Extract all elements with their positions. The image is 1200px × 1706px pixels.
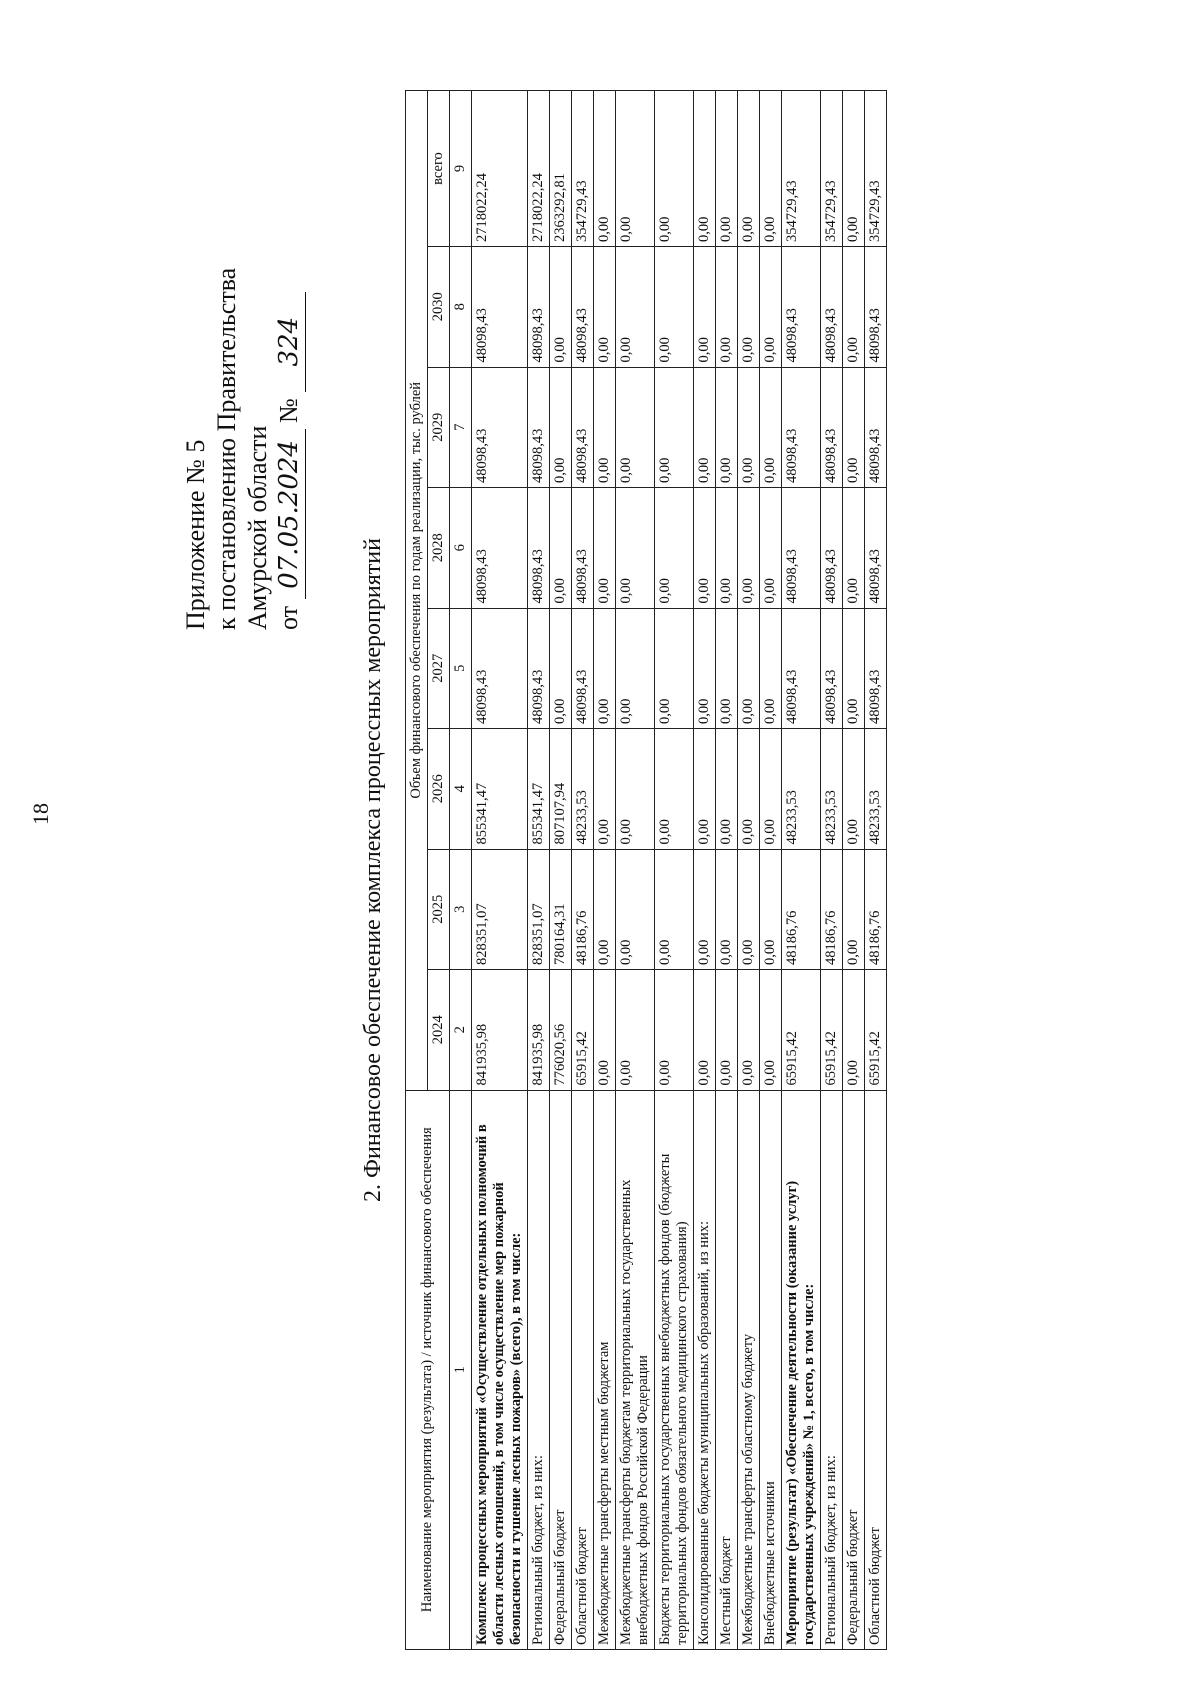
- value-cell: 855341,47: [528, 729, 550, 850]
- row-name-cell: Местный бюджет: [716, 1090, 738, 1649]
- value-cell: 2718022,24: [472, 91, 528, 247]
- value-cell: 48098,43: [472, 247, 528, 368]
- value-cell: 48098,43: [782, 488, 821, 609]
- value-cell: 0,00: [760, 970, 782, 1091]
- value-cell: 48098,43: [572, 608, 594, 729]
- table-row: [843, 91, 865, 1650]
- year-header-cell: 2026: [428, 729, 450, 850]
- value-cell: 0,00: [594, 970, 616, 1091]
- value-cell: 48186,76: [821, 849, 843, 970]
- value-cell: 0,00: [716, 367, 738, 488]
- value-cell: 0,00: [655, 488, 694, 609]
- row-name-cell: Федеральный бюджет: [550, 1090, 572, 1649]
- table-row: [616, 91, 655, 1650]
- row-name-cell: Консолидированные бюджеты муниципальных образований, из них:: [694, 1090, 716, 1649]
- value-cell: 0,00: [594, 488, 616, 609]
- value-cell: 0,00: [694, 488, 716, 609]
- column-number-cell: 5: [450, 608, 472, 729]
- value-cell: 48098,43: [821, 488, 843, 609]
- value-cell: 0,00: [594, 608, 616, 729]
- appendix-date-line: [273, 268, 306, 630]
- value-cell: 828351,07: [472, 849, 528, 970]
- table-row: [716, 91, 738, 1650]
- value-cell: 0,00: [550, 367, 572, 488]
- value-cell: 2363292,81: [550, 91, 572, 247]
- table-header-row: [406, 91, 428, 1650]
- table-row: [594, 91, 616, 1650]
- column-number-cell: 6: [450, 488, 472, 609]
- row-name-cell: Областной бюджет: [865, 1090, 887, 1649]
- row-name-cell: Региональный бюджет, из них:: [528, 1090, 550, 1649]
- value-cell: 828351,07: [528, 849, 550, 970]
- value-cell: 0,00: [694, 729, 716, 850]
- value-cell: 354729,43: [782, 91, 821, 247]
- table-row: [472, 91, 528, 1650]
- value-cell: 48186,76: [572, 849, 594, 970]
- value-cell: 0,00: [694, 91, 716, 247]
- appendix-line-1: Приложение № 5: [181, 439, 210, 630]
- row-name-cell: Межбюджетные трансферты областному бюджету: [738, 1090, 760, 1649]
- column-number-cell: 8: [450, 247, 472, 368]
- value-cell: 65915,42: [821, 970, 843, 1091]
- page-number: 18: [28, 803, 53, 825]
- value-cell: 0,00: [716, 729, 738, 850]
- value-cell: 0,00: [760, 608, 782, 729]
- value-cell: 48186,76: [782, 849, 821, 970]
- value-cell: 48098,43: [821, 367, 843, 488]
- value-cell: 48098,43: [865, 488, 887, 609]
- value-cell: 65915,42: [782, 970, 821, 1091]
- value-cell: 48098,43: [472, 608, 528, 729]
- table-row: [738, 91, 760, 1650]
- value-cell: 48098,43: [528, 247, 550, 368]
- value-cell: 0,00: [738, 488, 760, 609]
- year-header-cell: 2030: [428, 247, 450, 368]
- financing-table: [405, 90, 887, 1650]
- value-cell: 48098,43: [528, 608, 550, 729]
- value-cell: 48098,43: [865, 608, 887, 729]
- value-cell: 48098,43: [865, 247, 887, 368]
- value-cell: 0,00: [594, 729, 616, 850]
- value-cell: 0,00: [616, 91, 655, 247]
- value-cell: 0,00: [655, 247, 694, 368]
- value-cell: 48098,43: [782, 367, 821, 488]
- value-cell: 0,00: [760, 247, 782, 368]
- value-cell: 48098,43: [572, 488, 594, 609]
- value-cell: 354729,43: [865, 91, 887, 247]
- value-cell: 0,00: [655, 970, 694, 1091]
- value-cell: 0,00: [616, 849, 655, 970]
- value-cell: 780164,31: [550, 849, 572, 970]
- value-cell: 0,00: [655, 729, 694, 850]
- value-cell: 48233,53: [572, 729, 594, 850]
- row-name-cell: Федеральный бюджет: [843, 1090, 865, 1649]
- value-cell: 0,00: [716, 91, 738, 247]
- rotated-document-content: [180, 90, 1200, 1650]
- value-cell: 0,00: [550, 247, 572, 368]
- value-cell: 0,00: [843, 91, 865, 247]
- value-cell: 48233,53: [865, 729, 887, 850]
- value-cell: 354729,43: [572, 91, 594, 247]
- value-cell: 0,00: [738, 608, 760, 729]
- value-cell: 0,00: [738, 970, 760, 1091]
- value-cell: 0,00: [843, 367, 865, 488]
- value-cell: 0,00: [760, 367, 782, 488]
- table-row: [572, 91, 594, 1650]
- table-row: [550, 91, 572, 1650]
- value-cell: 841935,98: [472, 970, 528, 1091]
- value-cell: 0,00: [616, 367, 655, 488]
- table-row: [760, 91, 782, 1650]
- value-cell: 48098,43: [572, 247, 594, 368]
- value-cell: 0,00: [694, 247, 716, 368]
- value-cell: 0,00: [550, 608, 572, 729]
- value-cell: 0,00: [616, 247, 655, 368]
- year-header-cell: 2028: [428, 488, 450, 609]
- value-cell: 48098,43: [782, 608, 821, 729]
- value-cell: 48098,43: [821, 247, 843, 368]
- value-cell: 0,00: [655, 849, 694, 970]
- column-number-cell: 3: [450, 849, 472, 970]
- value-cell: 0,00: [843, 729, 865, 850]
- value-cell: 48098,43: [528, 488, 550, 609]
- value-cell: 0,00: [716, 247, 738, 368]
- value-cell: 0,00: [738, 729, 760, 850]
- handwritten-date: 07.05.2024: [274, 429, 306, 599]
- value-cell: 0,00: [694, 367, 716, 488]
- value-cell: 0,00: [738, 367, 760, 488]
- year-header-cell: 2024: [428, 970, 450, 1091]
- value-cell: 48098,43: [782, 247, 821, 368]
- value-cell: 48186,76: [865, 849, 887, 970]
- value-cell: 0,00: [694, 608, 716, 729]
- row-name-cell: Бюджеты территориальных государственных внебюджетных фондов (бюджеты территориальных фондов обязательного медицинского страхования): [655, 1090, 694, 1649]
- value-cell: 0,00: [550, 488, 572, 609]
- value-cell: 807107,94: [550, 729, 572, 850]
- value-cell: 0,00: [594, 247, 616, 368]
- value-cell: 0,00: [760, 729, 782, 850]
- row-name-cell: Мероприятие (результат) «Обеспечение деятельности (оказание услуг) государственных учреждений» № 1, всего, в том числе:: [782, 1090, 821, 1649]
- table-row: [655, 91, 694, 1650]
- handwritten-number: 324: [274, 292, 306, 392]
- value-cell: 0,00: [616, 729, 655, 850]
- value-cell: 48098,43: [572, 367, 594, 488]
- value-cell: 0,00: [616, 970, 655, 1091]
- row-name-cell: Областной бюджет: [572, 1090, 594, 1649]
- value-cell: 0,00: [655, 91, 694, 247]
- column-number-cell: 4: [450, 729, 472, 850]
- value-cell: 0,00: [594, 367, 616, 488]
- column-number-cell: 9: [450, 91, 472, 247]
- value-cell: 65915,42: [572, 970, 594, 1091]
- row-name-cell: Комплекс процессных мероприятий «Осуществление отдельных полномочий в области лесных отношений, в том числе осуществление мер пожарной безопасности и тушение лесных пожаров» (всего), в том числе:: [472, 1090, 528, 1649]
- value-cell: 0,00: [716, 608, 738, 729]
- value-cell: 0,00: [694, 970, 716, 1091]
- value-cell: 0,00: [843, 970, 865, 1091]
- value-cell: 0,00: [594, 91, 616, 247]
- header-volume-cell: Объем финансового обеспечения по годам реализации, тыс. рублей: [406, 91, 428, 1091]
- value-cell: 48098,43: [865, 367, 887, 488]
- value-cell: 2718022,24: [528, 91, 550, 247]
- value-cell: 0,00: [738, 91, 760, 247]
- year-header-cell: всего: [428, 91, 450, 247]
- value-cell: 776020,56: [550, 970, 572, 1091]
- value-cell: 0,00: [716, 849, 738, 970]
- value-cell: 0,00: [655, 367, 694, 488]
- appendix-header: [180, 268, 306, 630]
- column-number-cell: 1: [450, 1090, 472, 1649]
- value-cell: 0,00: [738, 849, 760, 970]
- value-cell: 0,00: [760, 91, 782, 247]
- table-body: [472, 91, 887, 1650]
- column-number-cell: 2: [450, 970, 472, 1091]
- value-cell: 48098,43: [472, 367, 528, 488]
- value-cell: 0,00: [843, 247, 865, 368]
- value-cell: 855341,47: [472, 729, 528, 850]
- value-cell: 0,00: [616, 608, 655, 729]
- row-name-cell: Межбюджетные трансферты бюджетам территориальных государственных внебюджетных фондов Российской Федерации: [616, 1090, 655, 1649]
- value-cell: 0,00: [760, 849, 782, 970]
- value-cell: 48098,43: [821, 608, 843, 729]
- table-row: [528, 91, 550, 1650]
- table-row: [694, 91, 716, 1650]
- value-cell: 354729,43: [821, 91, 843, 247]
- row-name-cell: Внебюджетные источники: [760, 1090, 782, 1649]
- value-cell: 0,00: [843, 849, 865, 970]
- value-cell: 48233,53: [782, 729, 821, 850]
- table-row: [782, 91, 821, 1650]
- year-header-cell: 2029: [428, 367, 450, 488]
- value-cell: 0,00: [843, 488, 865, 609]
- header-name-cell: Наименование мероприятия (результата) / источник финансового обеспечения: [406, 1090, 450, 1649]
- table-row: [865, 91, 887, 1650]
- date-prefix: от: [274, 605, 303, 630]
- section-title: 2. Финансовое обеспечение комплекса процессных мероприятий: [360, 538, 386, 1202]
- value-cell: 0,00: [594, 849, 616, 970]
- appendix-line-3: Амурской области: [243, 425, 272, 630]
- appendix-line-2: к постановлению Правительства: [212, 267, 241, 630]
- value-cell: 0,00: [616, 488, 655, 609]
- row-name-cell: Межбюджетные трансферты местным бюджетам: [594, 1090, 616, 1649]
- value-cell: 841935,98: [528, 970, 550, 1091]
- column-number-cell: 7: [450, 367, 472, 488]
- value-cell: 0,00: [738, 247, 760, 368]
- year-header-cell: 2027: [428, 608, 450, 729]
- value-cell: 0,00: [655, 608, 694, 729]
- table-row: [821, 91, 843, 1650]
- number-prefix: №: [274, 398, 303, 423]
- value-cell: 0,00: [716, 970, 738, 1091]
- year-header-cell: 2025: [428, 849, 450, 970]
- table-column-numbers-row: [450, 91, 472, 1650]
- value-cell: 0,00: [716, 488, 738, 609]
- value-cell: 48233,53: [821, 729, 843, 850]
- value-cell: 48098,43: [528, 367, 550, 488]
- value-cell: 0,00: [843, 608, 865, 729]
- value-cell: 65915,42: [865, 970, 887, 1091]
- row-name-cell: Региональный бюджет, из них:: [821, 1090, 843, 1649]
- value-cell: 48098,43: [472, 488, 528, 609]
- value-cell: 0,00: [694, 849, 716, 970]
- value-cell: 0,00: [760, 488, 782, 609]
